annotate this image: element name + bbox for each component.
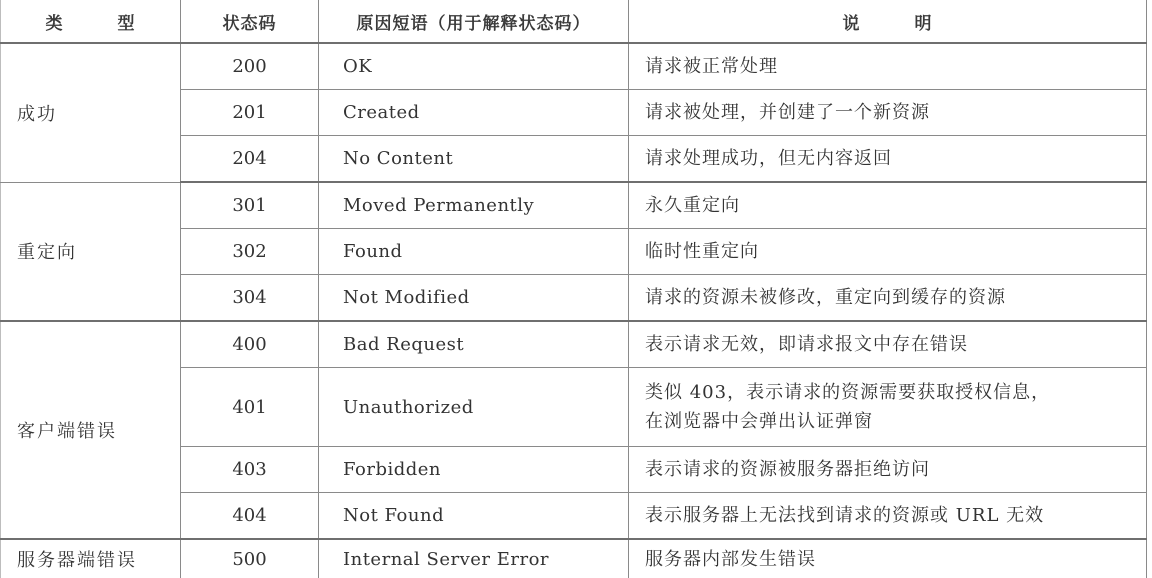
description-cell: 永久重定向 <box>629 182 1147 229</box>
description-cell: 请求被处理，并创建了一个新资源 <box>629 90 1147 136</box>
header-description <box>629 0 1147 43</box>
description-line-2: 在浏览器中会弹出认证弹窗 <box>645 411 873 432</box>
reason-phrase-cell: Not Modified <box>319 275 629 322</box>
header-type <box>1 0 181 43</box>
status-code-cell: 201 <box>181 90 319 136</box>
reason-phrase-cell: Unauthorized <box>319 368 629 447</box>
status-code-cell: 204 <box>181 136 319 183</box>
table-row <box>1 182 1147 229</box>
reason-phrase-cell: Moved Permanently <box>319 182 629 229</box>
status-code-cell: 304 <box>181 275 319 322</box>
status-code-cell: 404 <box>181 493 319 540</box>
description-cell: 临时性重定向 <box>629 229 1147 275</box>
status-code-cell: 400 <box>181 321 319 368</box>
header-desc-char-2: 明 <box>914 13 933 34</box>
header-reason-phrase: 原因短语（用于解释状态码） <box>319 0 629 43</box>
status-code-cell: 403 <box>181 447 319 493</box>
status-code-cell: 302 <box>181 229 319 275</box>
type-cell-redirect: 重定向 <box>1 182 181 321</box>
table-header-row <box>1 0 1147 43</box>
description-cell: 表示请求无效，即请求报文中存在错误 <box>629 321 1147 368</box>
reason-phrase-cell: Created <box>319 90 629 136</box>
type-cell-server-error: 服务器端错误 <box>1 539 181 578</box>
status-code-cell: 200 <box>181 43 319 90</box>
status-code-cell: 500 <box>181 539 319 578</box>
reason-phrase-cell: Internal Server Error <box>319 539 629 578</box>
header-status-code: 状态码 <box>181 0 319 43</box>
type-cell-client-error: 客户端错误 <box>1 321 181 539</box>
description-cell: 服务器内部发生错误 <box>629 539 1147 578</box>
reason-phrase-cell: OK <box>319 43 629 90</box>
reason-phrase-cell: Found <box>319 229 629 275</box>
table-row <box>1 321 1147 368</box>
reason-phrase-cell: Forbidden <box>319 447 629 493</box>
type-cell-success: 成功 <box>1 43 181 182</box>
header-type-char-1: 类 <box>45 13 64 34</box>
table-row <box>1 539 1147 578</box>
description-cell: 表示服务器上无法找到请求的资源或 URL 无效 <box>629 493 1147 540</box>
description-cell: 表示请求的资源被服务器拒绝访问 <box>629 447 1147 493</box>
description-cell <box>629 368 1147 447</box>
header-desc-char-1: 说 <box>842 13 861 34</box>
header-type-char-2: 型 <box>117 13 136 34</box>
description-cell: 请求被正常处理 <box>629 43 1147 90</box>
status-code-cell: 301 <box>181 182 319 229</box>
status-code-cell: 401 <box>181 368 319 447</box>
reason-phrase-cell: Bad Request <box>319 321 629 368</box>
reason-phrase-cell: No Content <box>319 136 629 183</box>
description-cell: 请求的资源未被修改，重定向到缓存的资源 <box>629 275 1147 322</box>
reason-phrase-cell: Not Found <box>319 493 629 540</box>
description-line-1: 类似 403，表示请求的资源需要获取授权信息， <box>645 382 1051 403</box>
description-cell: 请求处理成功，但无内容返回 <box>629 136 1147 183</box>
table-row <box>1 43 1147 90</box>
